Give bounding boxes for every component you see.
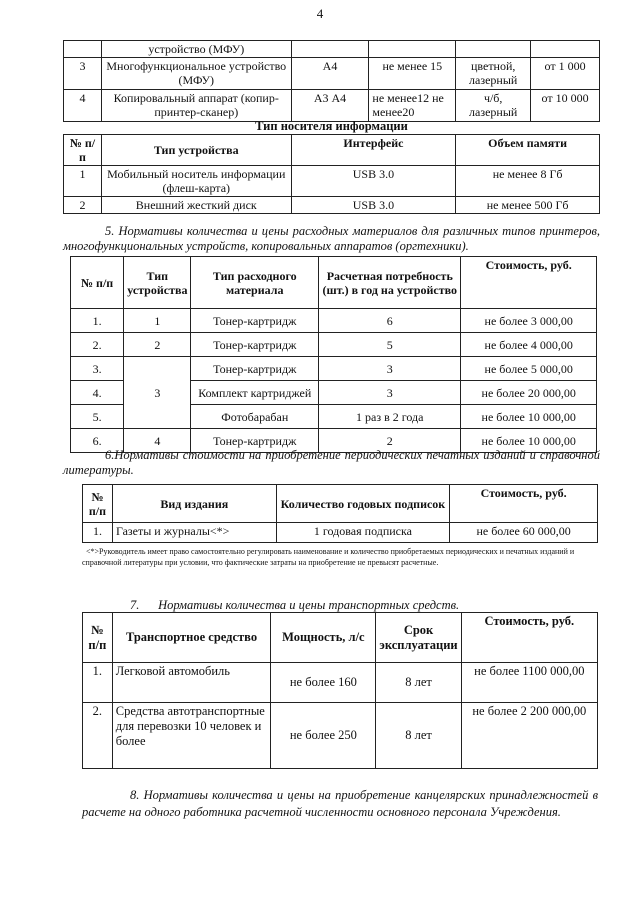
header-quantity: Количество годовых подписок bbox=[276, 485, 450, 523]
cell-term: 8 лет bbox=[376, 663, 461, 703]
cell-device: 1 bbox=[124, 309, 191, 333]
cell-cost bbox=[531, 41, 600, 58]
cell-cost: не более 10 000,00 bbox=[461, 405, 597, 429]
cell-cost: не более 5 000,00 bbox=[461, 357, 597, 381]
header-interface: Интерфейс bbox=[291, 135, 456, 166]
section-7-heading: 7. Нормативы количества и цены транспортных средств. bbox=[130, 598, 460, 612]
cell-type bbox=[456, 41, 531, 58]
cell-power: не более 160 bbox=[271, 663, 376, 703]
cell-cost: не более 3 000,00 bbox=[461, 309, 597, 333]
storage-title: Тип носителя информации bbox=[255, 119, 408, 133]
cell-material: Комплект картриджей bbox=[191, 381, 319, 405]
header-kind: Вид издания bbox=[112, 485, 276, 523]
cell-type: Мобильный носитель информации (флеш-карта) bbox=[101, 166, 291, 197]
cell-format bbox=[291, 41, 369, 58]
header-term: Срок эксплуатации bbox=[376, 613, 461, 663]
cell-cost: не более 4 000,00 bbox=[461, 333, 597, 357]
cell-speed: не менее12 не менее20 bbox=[369, 90, 456, 122]
cell-device: 4 bbox=[124, 429, 191, 453]
cell-power: не более 250 bbox=[271, 703, 376, 769]
periodicals-table bbox=[82, 484, 598, 543]
table-row bbox=[71, 309, 597, 333]
cell-vehicle: Средства автотранспортные для перевозки 10 человек и более bbox=[112, 703, 271, 769]
cell-num: 2. bbox=[83, 703, 113, 769]
cell-kind: Газеты и журналы<*> bbox=[112, 523, 276, 543]
header-num: № п/п bbox=[83, 485, 113, 523]
cell-need: 2 bbox=[319, 429, 461, 453]
cell-format: А3 А4 bbox=[291, 90, 369, 122]
cell-cost: не более 2 200 000,00 bbox=[461, 703, 597, 769]
cell-name: устройство (МФУ) bbox=[101, 41, 291, 58]
header-need: Расчетная потребность (шт.) в год на устройство bbox=[319, 257, 461, 309]
cell-cost: не более 1100 000,00 bbox=[461, 663, 597, 703]
cell-num: 3. bbox=[71, 357, 124, 381]
section-5-heading: 5. Нормативы количества и цены расходных материалов для различных типов принтеров, многофункциональных устройств, копировальных аппаратов (оргтехники). bbox=[63, 224, 600, 253]
cell-num: 2. bbox=[71, 333, 124, 357]
footnote: <*>Руководитель имеет право самостоятельно регулировать наименование и количество приобретаемых периодических и печатных изданий и справочной литературы при условии, что фактические затраты на приобретение не превысят расчетные. bbox=[82, 547, 575, 567]
cell-speed: не менее 15 bbox=[369, 58, 456, 90]
cell-num: 2 bbox=[64, 197, 102, 214]
cell-term: 8 лет bbox=[376, 703, 461, 769]
cell-cost: не более 20 000,00 bbox=[461, 381, 597, 405]
header-power: Мощность, л/с bbox=[271, 613, 376, 663]
header-num: № п/п bbox=[71, 257, 124, 309]
cell-need: 6 bbox=[319, 309, 461, 333]
table-row bbox=[64, 197, 600, 214]
header-num: № п/п bbox=[83, 613, 113, 663]
section-8-heading: 8. Нормативы количества и цены на приобретение канцелярских принадлежностей в расчете на одного работника расчетной численности основного персонала Учреждения. bbox=[82, 788, 598, 819]
header-cost: Стоимость, руб. bbox=[461, 613, 597, 663]
table-row bbox=[64, 90, 600, 122]
table-row bbox=[71, 333, 597, 357]
cell-cost: от 1 000 bbox=[531, 58, 600, 90]
cell-num: 1. bbox=[83, 523, 113, 543]
cell-need: 5 bbox=[319, 333, 461, 357]
cell-type: ч/б, лазерный bbox=[456, 90, 531, 122]
header-num: № п/п bbox=[64, 135, 102, 166]
header-memory: Объем памяти bbox=[456, 135, 600, 166]
cell-material: Тонер-картридж bbox=[191, 429, 319, 453]
header-cost: Стоимость, руб. bbox=[461, 257, 597, 309]
cell-num: 1. bbox=[71, 309, 124, 333]
cell-material: Тонер-картридж bbox=[191, 357, 319, 381]
consumables-table bbox=[70, 256, 597, 453]
cell-num: 4. bbox=[71, 381, 124, 405]
cell-num: 5. bbox=[71, 405, 124, 429]
page-number: 4 bbox=[316, 6, 324, 21]
cell-material: Фотобарабан bbox=[191, 405, 319, 429]
mfu-table bbox=[63, 40, 600, 122]
header-device-type: Тип устройства bbox=[124, 257, 191, 309]
table-row bbox=[64, 58, 600, 90]
table-header-row bbox=[83, 485, 598, 523]
cell-name: Копировальный аппарат (копир-принтер-сканер) bbox=[101, 90, 291, 122]
cell-need: 1 раз в 2 года bbox=[319, 405, 461, 429]
cell-num: 6. bbox=[71, 429, 124, 453]
table-header-row bbox=[64, 135, 600, 166]
cell-cost: не более 60 000,00 bbox=[450, 523, 598, 543]
cell-speed bbox=[369, 41, 456, 58]
cell-type: Внешний жесткий диск bbox=[101, 197, 291, 214]
cell-device: 2 bbox=[124, 333, 191, 357]
cell-material: Тонер-картридж bbox=[191, 333, 319, 357]
table-row bbox=[71, 357, 597, 381]
cell-need: 3 bbox=[319, 381, 461, 405]
vehicles-table bbox=[82, 612, 598, 769]
cell-format: А4 bbox=[291, 58, 369, 90]
header-vehicle: Транспортное средство bbox=[112, 613, 271, 663]
cell-num: 3 bbox=[64, 58, 102, 90]
storage-table bbox=[63, 134, 600, 214]
header-cost: Стоимость, руб. bbox=[450, 485, 598, 523]
table-header-row bbox=[83, 613, 598, 663]
cell-num: 4 bbox=[64, 90, 102, 122]
header-material: Тип расходного материала bbox=[191, 257, 319, 309]
cell-quantity: 1 годовая подписка bbox=[276, 523, 450, 543]
cell-num: 1. bbox=[83, 663, 113, 703]
cell-num: 1 bbox=[64, 166, 102, 197]
cell-memory: не менее 8 Гб bbox=[456, 166, 600, 197]
cell-material: Тонер-картридж bbox=[191, 309, 319, 333]
table-header-row bbox=[71, 257, 597, 309]
cell-memory: не менее 500 Гб bbox=[456, 197, 600, 214]
table-row bbox=[83, 703, 598, 769]
cell-cost: не более 10 000,00 bbox=[461, 429, 597, 453]
cell-num bbox=[64, 41, 102, 58]
table-row bbox=[83, 523, 598, 543]
header-type: Тип устройства bbox=[101, 135, 291, 166]
table-row bbox=[64, 41, 600, 58]
table-row bbox=[83, 663, 598, 703]
cell-name: Многофункциональное устройство (МФУ) bbox=[101, 58, 291, 90]
cell-device: 3 bbox=[124, 357, 191, 429]
cell-cost: от 10 000 bbox=[531, 90, 600, 122]
cell-vehicle: Легковой автомобиль bbox=[112, 663, 271, 703]
cell-interface: USB 3.0 bbox=[291, 197, 456, 214]
cell-need: 3 bbox=[319, 357, 461, 381]
section-6-heading: 6.Нормативы стоимости на приобретение периодических печатных изданий и справочной литературы. bbox=[63, 448, 600, 477]
cell-type: цветной, лазерный bbox=[456, 58, 531, 90]
cell-interface: USB 3.0 bbox=[291, 166, 456, 197]
table-row bbox=[64, 166, 600, 197]
